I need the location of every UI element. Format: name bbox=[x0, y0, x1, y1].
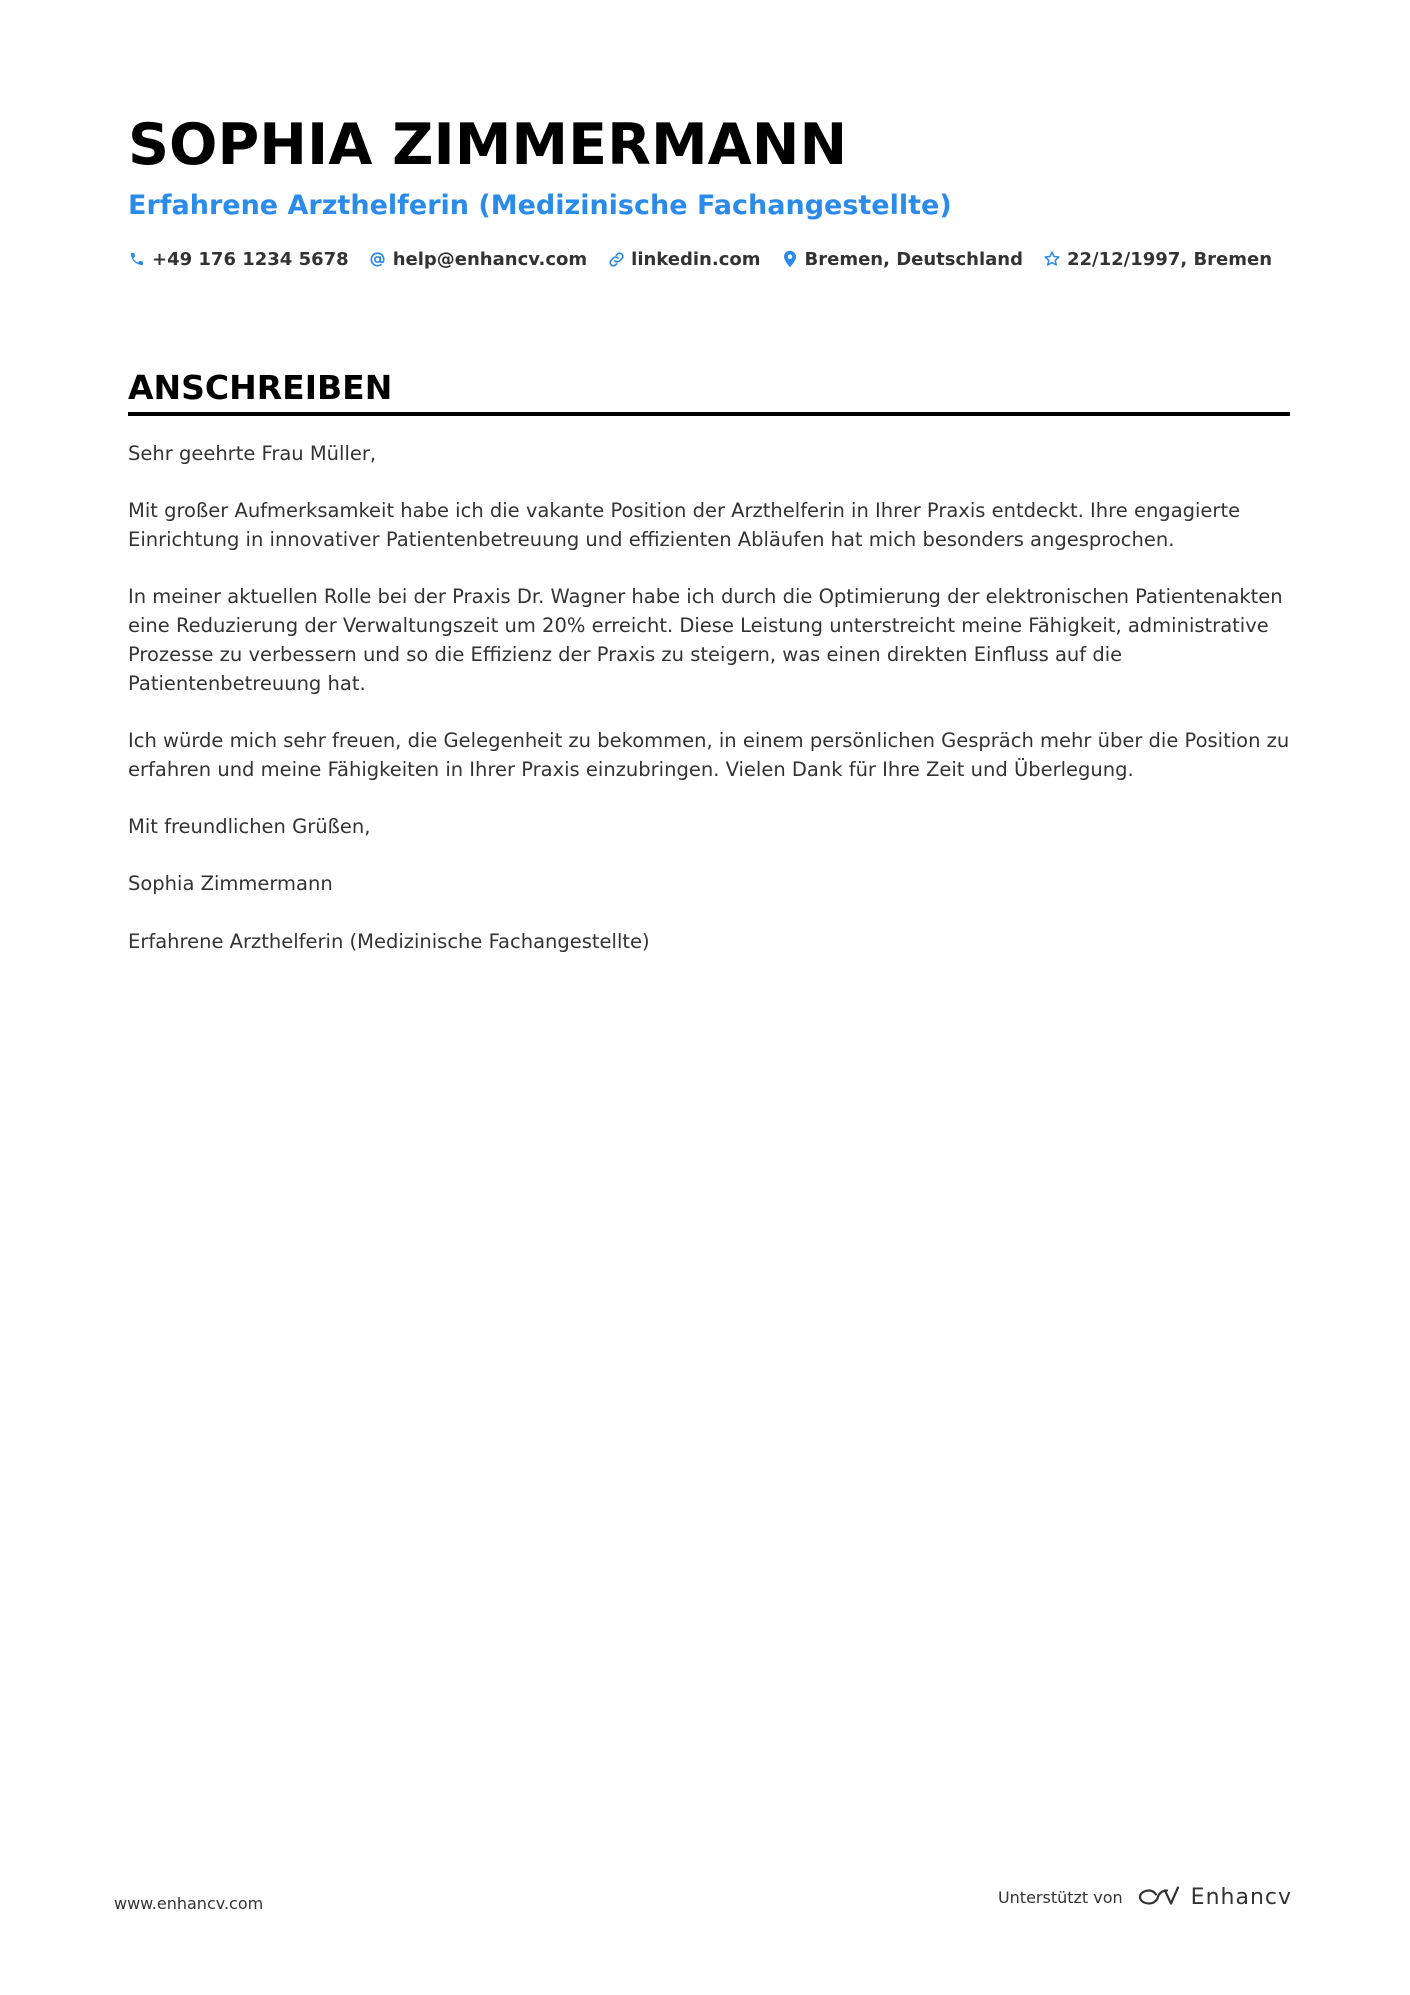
applicant-title: Erfahrene Arzthelferin (Medizinische Fachangestellte) bbox=[128, 190, 952, 221]
map-pin-icon bbox=[781, 250, 799, 268]
contact-linkedin[interactable] bbox=[607, 249, 760, 270]
cover-letter-section bbox=[128, 366, 1290, 416]
letter-closing: Mit freundlichen Grüßen, bbox=[128, 815, 371, 839]
contact-bar bbox=[128, 246, 1288, 272]
at-icon bbox=[369, 250, 387, 268]
brand-name: Enhancv bbox=[1190, 1884, 1292, 1910]
letter-paragraph: In meiner aktuellen Rolle bei der Praxis Dr. Wagner habe ich durch die Optimierung der elektronischen Patientenakten eine Reduzierung der Verwaltungszeit um 20% erreicht. Diese Leistung unterstreicht meine Fähigkeit, administrative Prozesse zu verbessern und so die Effizienz der Praxis zu steigern, was einen direkten Einfluss auf die Patientenbetreuung hat. bbox=[128, 585, 1283, 695]
header bbox=[128, 108, 1288, 272]
letter-paragraph: Ich würde mich sehr freuen, die Gelegenheit zu bekommen, in einem persönlichen Gespräch mehr über die Position zu erfahren und meine Fähigkeiten in Ihrer Praxis einzubringen. Vielen Dank für Ihre Zeit und Überlegung. bbox=[128, 729, 1290, 781]
contact-location bbox=[781, 249, 1023, 270]
contact-email-text: help@enhancv.com bbox=[392, 248, 588, 270]
contact-email[interactable] bbox=[369, 249, 587, 270]
signature-name: Sophia Zimmermann bbox=[128, 872, 333, 896]
contact-birth-text: 22/12/1997, Bremen bbox=[1067, 248, 1273, 270]
contact-birth bbox=[1043, 249, 1272, 270]
contact-phone-text: +49 176 1234 5678 bbox=[152, 248, 349, 270]
link-icon bbox=[607, 250, 625, 268]
letter-salutation: Sehr geehrte Frau Müller, bbox=[128, 442, 377, 465]
footer-website[interactable]: www.enhancv.com bbox=[114, 1894, 264, 1913]
applicant-name: SOPHIA ZIMMERMANN bbox=[128, 112, 848, 178]
footer-branding[interactable] bbox=[998, 1881, 1292, 1913]
star-icon bbox=[1043, 250, 1061, 268]
contact-linkedin-text: linkedin.com bbox=[631, 248, 761, 270]
phone-icon bbox=[128, 250, 146, 268]
section-title: ANSCHREIBEN bbox=[128, 368, 393, 407]
letter-paragraph: Mit großer Aufmerksamkeit habe ich die vakante Position der Arzthelferin in Ihrer Praxis entdeckt. Ihre engagierte Einrichtung in innovativer Patientenbetreuung und effizienten Abläufen hat mich besonders angesprochen. bbox=[128, 499, 1241, 552]
powered-by-text: Unterstützt von bbox=[997, 1887, 1123, 1907]
signature-title: Erfahrene Arzthelferin (Medizinische Fachangestellte) bbox=[128, 929, 650, 953]
contact-location-text: Bremen, Deutschland bbox=[804, 248, 1023, 270]
contact-phone[interactable] bbox=[128, 249, 349, 270]
section-divider bbox=[128, 412, 1290, 416]
enhancv-logo-icon bbox=[1135, 1884, 1181, 1910]
letter-body bbox=[128, 440, 1290, 985]
